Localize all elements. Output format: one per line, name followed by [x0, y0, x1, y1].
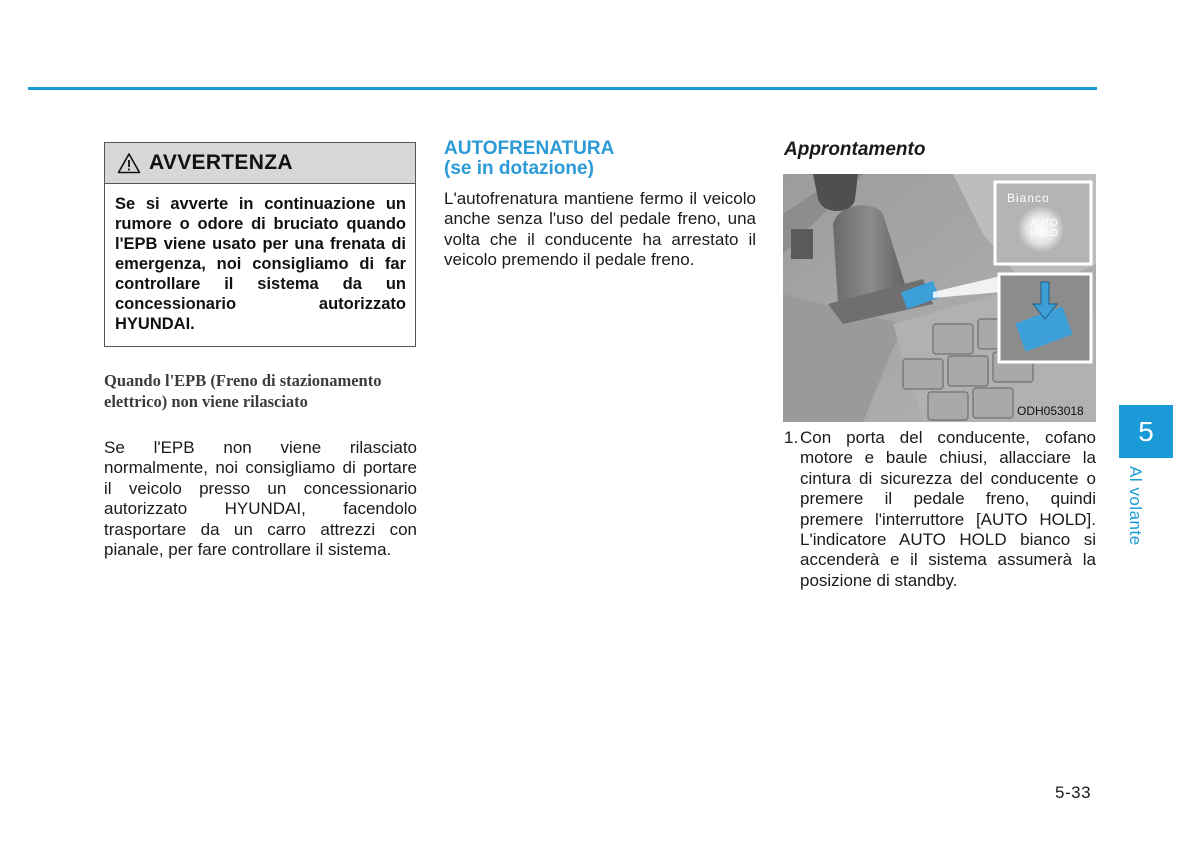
inset-autohold-text: [1030, 219, 1058, 239]
top-rule: [28, 87, 1097, 90]
autohold-body: L'autofrenatura mantiene fermo il veicolo anche senza l'uso del pedale freno, una volta che il conducente ha arrestato il veicolo premendo il pedale freno.: [444, 189, 756, 270]
warning-body: Se si avverte in continuazione un rumore o odore di bruciato quando l'EPB viene usato per una frenata di emergenza, noi consigliamo di far controllare il sistema da un concessionario autorizzato HYUNDAI.: [115, 195, 406, 333]
inset-label-bianco: Bianco: [1007, 191, 1050, 205]
chapter-label: Al volante: [1126, 466, 1145, 546]
epb-not-released-body: Se l'EPB non viene rilasciato normalmente, noi consigliamo di portare il veicolo presso un concessionario autorizzato HYUNDAI, facendolo trasportare da un carro attrezzi con pianale, per fare controllare il sistema.: [104, 438, 417, 560]
image-code: ODH053018: [1017, 404, 1084, 418]
setup-step-1: [784, 428, 1096, 591]
warning-box: [104, 142, 416, 347]
page-number: 5-33: [1055, 783, 1092, 802]
chapter-tab: 5: [1119, 405, 1173, 458]
epb-not-released-heading: Quando l'EPB (Freno di stazionamento elettrico) non viene rilasciato: [104, 371, 382, 411]
inset-autohold-line1: AUTO: [1030, 218, 1058, 229]
console-photo: [783, 174, 1096, 422]
setup-title: Approntamento: [784, 139, 926, 160]
autohold-section-title: [444, 139, 764, 179]
step-text: Con porta del conducente, cofano motore e baule chiusi, allacciare la cintura di sicurezza del conducente o premere il pedale freno, quindi premere l'interruttore [AUTO HOLD]. L'indicatore AUTO HOLD bianco si accenderà e il sistema assumerà la posizione di standby.: [800, 428, 1096, 590]
inset-autohold-line2: HOLD: [1030, 228, 1058, 239]
autohold-title-line2: (se in dotazione): [444, 158, 594, 179]
autohold-title-line1: AUTOFRENATURA: [444, 138, 615, 159]
step-number: 1.: [784, 428, 799, 447]
warning-header: [105, 143, 415, 184]
console-illustration: [783, 174, 1096, 422]
warning-triangle-icon: [117, 152, 141, 174]
warning-title: AVVERTENZA: [149, 151, 293, 174]
